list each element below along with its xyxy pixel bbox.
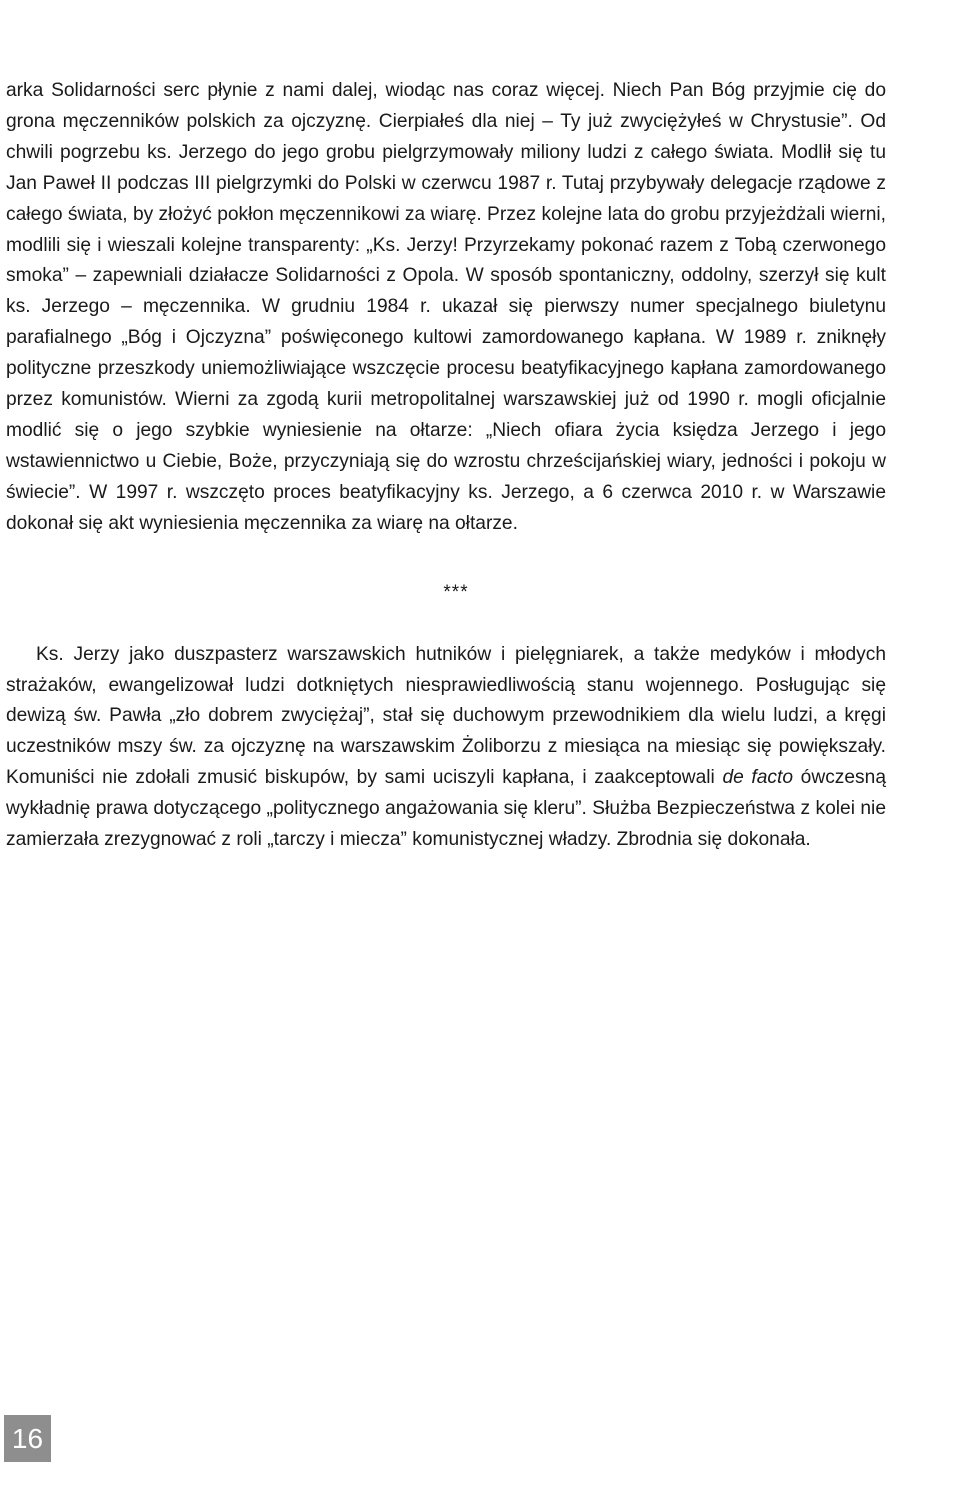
paragraph-2-text-end: ówczesną wykładnię prawa dotyczącego „politycznego angażowania się kleru”. Służba Bezpieczeństwa z kolei nie zamierzała zrezygnować z roli „tarczy i miecza” komunistycznej władzy. Zbrodnia się dokonała. bbox=[6, 767, 886, 851]
paragraph-1: arka Solidarności serc płynie z nami dalej, wiodąc nas coraz więcej. Niech Pan Bóg przyjmie cię do grona męczenników polskich za ojczyznę. Cierpiałeś dla niej – Ty już zwyciężyłeś w Chrystusie”. Od chwili pogrzebu ks. Jerzego do jego grobu pielgrzymowały miliony ludzi z całego świata. Modlił się tu Jan Paweł II podczas III pielgrzymki do Polski w czerwcu 1987 r. Tutaj przybywały delegacje rządowe z całego świata, by złożyć pokłon męczennikowi za wiarę. Przez kolejne lata do grobu przyjeżdżali wierni, modlili się i wieszali kolejne transparenty: „Ks. Jerzy! Przyrzekamy pokonać razem z Tobą czerwonego smoka” – zapewniali działacze Solidarności z Opola. W sposób spontaniczny, oddolny, szerzył się kult ks. Jerzego – męczennika. W grudniu 1984 r. ukazał się pierwszy numer specjalnego biuletynu parafialnego „Bóg i Ojczyzna” poświęconego kultowi zamordowanego kapłana. W 1989 r. zniknęły polityczne przeszkody uniemożliwiające wszczęcie procesu beatyfikacyjnego kapłana zamordowanego przez komunistów. Wierni za zgodą kurii metropolitalnej warszawskiej już od 1990 r. mogli oficjalnie modlić się o jego szybkie wyniesienie na ołtarze: „Niech ofiara życia księdza Jerzego i jego wstawiennictwo u Ciebie, Boże, przyczyniają się do wzrostu chrześcijańskiej wiary, jedności i pokoju w świecie”. W 1997 r. wszczęto proces beatyfikacyjny ks. Jerzego, a 6 czerwca 2010 r. w Warszawie dokonał się akt wyniesienia męczennika za wiarę na ołtarze. bbox=[6, 80, 886, 534]
italic-phrase: de facto bbox=[722, 767, 794, 789]
page-number-badge bbox=[4, 1415, 51, 1462]
page-body bbox=[6, 76, 886, 856]
section-separator: *** bbox=[443, 581, 469, 603]
paragraph-2 bbox=[6, 640, 886, 856]
paragraph-2-text-start: Ks. Jerzy jako duszpasterz warszawskich hutników i pielęgniarek, a także medyków i młodych strażaków, ewangelizował ludzi dotkniętych niesprawiedliwością stanu wojennego. Posługując się dewizą św. Pawła „zło dobrem zwyciężaj”, stał się duchowym przewodnikiem dla wielu ludzi, a kręgi uczestników mszy św. za ojczyznę na warszawskim Żoliborzu z miesiąca na miesiąc się powiększały. Komuniści nie zdołali zmusić biskupów, by sami uciszyli kapłana, i zaakceptowali bbox=[6, 643, 886, 789]
page-number: 16 bbox=[11, 1422, 44, 1454]
